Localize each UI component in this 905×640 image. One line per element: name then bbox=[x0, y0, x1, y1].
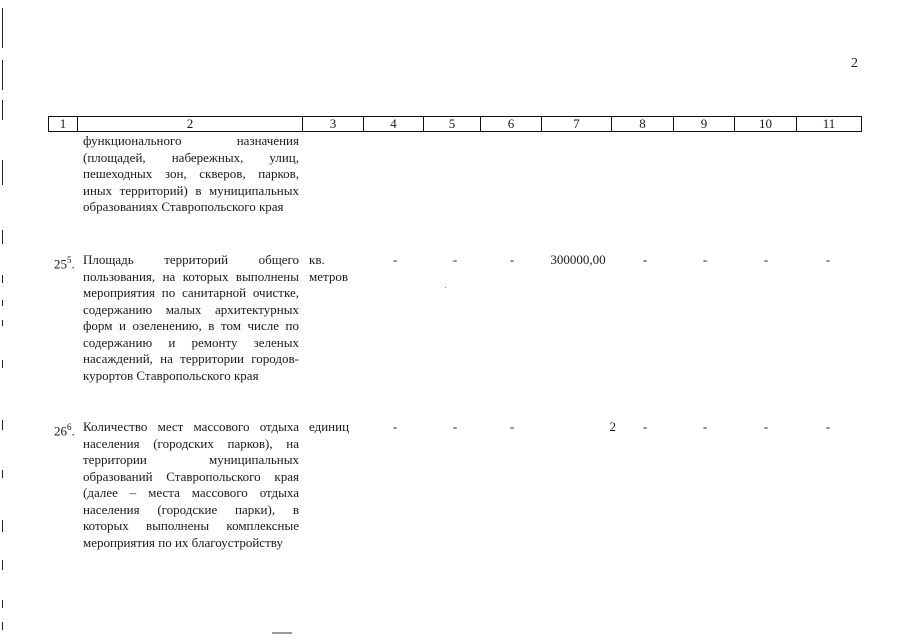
scan-smudge bbox=[272, 632, 292, 634]
row-25-col-10: - bbox=[763, 252, 769, 267]
header-col-1: 1 bbox=[49, 117, 78, 131]
header-col-7: 7 bbox=[542, 117, 612, 131]
header-col-2: 2 bbox=[78, 117, 303, 131]
page-number: 2 bbox=[851, 56, 858, 71]
row-25-col-5: - bbox=[452, 252, 458, 267]
row-26-col-5: - bbox=[452, 419, 458, 434]
row-26-col-4: - bbox=[392, 419, 398, 434]
row-25-col-7: 300000,00 bbox=[550, 252, 606, 267]
row-number-26: $26^6$. bbox=[54, 422, 75, 439]
header-col-9: 9 bbox=[674, 117, 735, 131]
row-25-col-8: - bbox=[642, 252, 648, 267]
table-header-row bbox=[48, 116, 862, 132]
header-col-11: 11 bbox=[822, 116, 836, 131]
header-col-10: 10 bbox=[735, 117, 797, 131]
header-col-8: 8 bbox=[612, 117, 674, 131]
row-unit-26: единиц bbox=[309, 419, 350, 434]
row-number-25: $25^5$. bbox=[54, 255, 75, 272]
continuation-description: функционального назначения (площадей, набережных, улиц, пешеходных зон, скверов, парков, иных территорий) в муниципальных образованиях Ставропольского края bbox=[83, 133, 299, 214]
row-26-col-10: - bbox=[763, 419, 769, 434]
row-25-col-11: - bbox=[825, 252, 831, 267]
scan-speck bbox=[445, 287, 446, 288]
row-unit-25: кв. метров bbox=[309, 252, 348, 284]
scan-edge-marks bbox=[0, 0, 6, 640]
row-26-col-7: 2 bbox=[609, 419, 616, 434]
row-26-col-8: - bbox=[642, 419, 648, 434]
row-26-col-6: - bbox=[509, 419, 515, 434]
row-25-col-6: - bbox=[509, 252, 515, 267]
header-col-4: 4 bbox=[364, 117, 424, 131]
header-col-6: 6 bbox=[481, 117, 542, 131]
row-description-26: Количество мест массового отдыха населения (городских парков), на территории муниципальных образований Ставропольского края (далее – места массового отдыха населения (городские парки), в которых выполнены комплексные мероприятия по их благоустройству bbox=[83, 419, 299, 550]
row-26-col-9: - bbox=[702, 419, 708, 434]
row-26-col-11: - bbox=[825, 419, 831, 434]
header-col-5: 5 bbox=[424, 117, 481, 131]
row-25-col-9: - bbox=[702, 252, 708, 267]
header-col-3: 3 bbox=[303, 117, 364, 131]
row-25-col-4: - bbox=[392, 252, 398, 267]
row-description-25: Площадь территорий общего пользования, на которых выполнены мероприятия по санитарной очистке, содержанию малых архитектурных форм и озеленению, в том числе по содержанию и ремонту зеленых насаждений, на территории городов-курортов Ставропольского края bbox=[83, 252, 299, 383]
